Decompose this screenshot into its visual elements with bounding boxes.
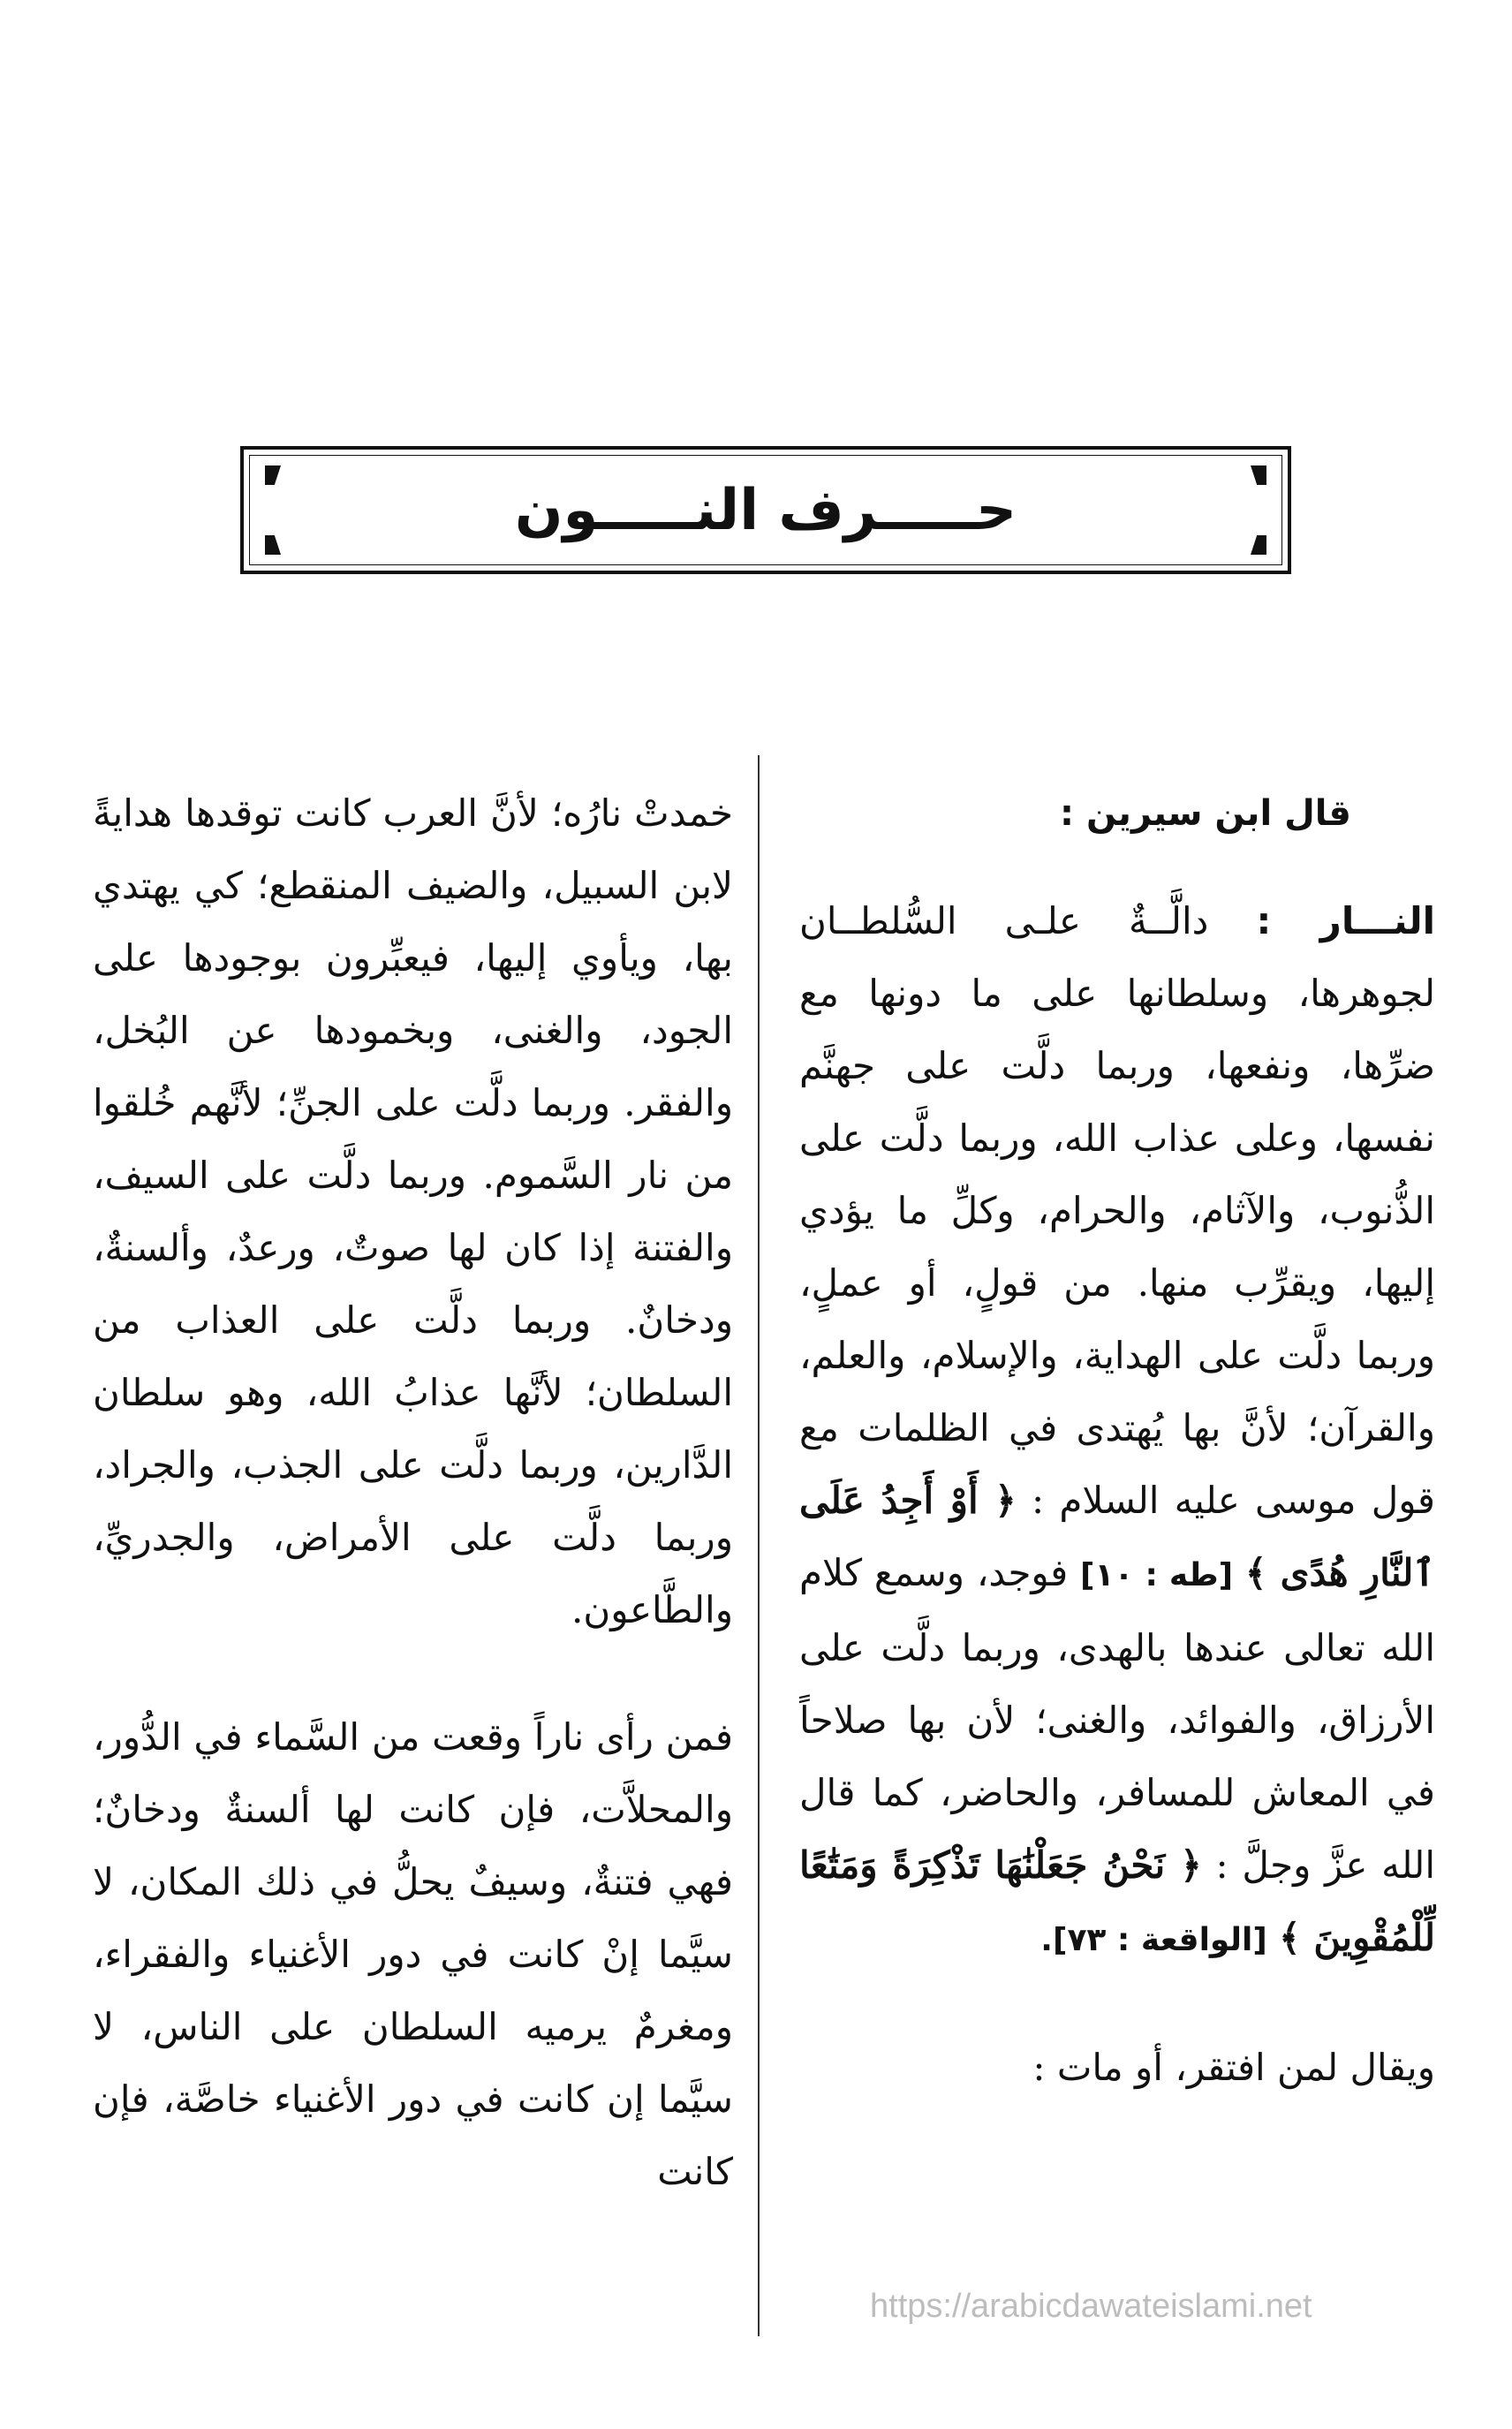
paragraph-text: فمن رأى ناراً وقعت من السَّماء في الدُّور، والمحلاَّت، فإن كانت لها ألسنةٌ ودخانٌ؛ فهي فتنةٌ، وسيفٌ يحلُّ في ذلك المكان، لا سيَّما إنْ كانت في دور الأغنياء والفقراء، ومغرمٌ يرميه السلطان على الناس، لا سيَّما إن كانت في دور الأغنياء خاصَّة، فإن كانت xyxy=(93,1715,733,2193)
chapter-title: حـــــرف النـــــون xyxy=(514,477,1017,543)
quran-verse: ﴿ نَحْنُ جَعَلْنَٰهَا تَذْكِرَةً وَمَتَٰعًا لِّلْمُقْوِينَ ﴾ xyxy=(799,1843,1435,1959)
entry-keyword: النـــار : xyxy=(1256,899,1435,942)
right-column xyxy=(799,777,1435,2104)
left-column xyxy=(93,777,733,2208)
paragraph-text: خمدتْ نارُه؛ لأنَّ العرب كانت توقدها هدايةً لابن السبيل، والضيف المنقطع؛ كي يهتدي بها، ويأوي إليها، فيعبِّرون بوجودها على الجود، والغنى، وبخمودها عن البُخل، والفقر. وربما دلَّت على الجنِّ؛ لأنَّهم خُلقوا من نار السَّموم. وربما دلَّت على السيف، والفتنة إذا كان لها صوتٌ، ورعدٌ، وألسنةٌ، ودخانٌ. وربما دلَّت على العذاب من السلطان؛ لأنَّها عذابُ الله، وهو سلطان الدَّارين، وربما دلَّت على الجذب، والجراد، وربما دلَّت على الأمراض، والجدريِّ، والطَّاعون. xyxy=(93,791,734,1631)
column-divider xyxy=(758,755,760,2336)
verse-reference: [الواقعة : ٧٣]. xyxy=(1040,1922,1267,1958)
paragraph-text: ويقال لمن افتقر، أو مات : xyxy=(1032,2046,1435,2089)
quran-verse: ﴿ أَوْ أَجِدُ عَلَى ٱلنَّارِ هُدًى ﴾ xyxy=(799,1479,1435,1594)
paragraph-text: دالَّــةٌ علـى السُّلطــان لجوهرها، وسلطانها على ما دونها مع ضرِّها، ونفعها، وربما دلَّت على جهنَّم نفسها، وعلى عذاب الله، وربما دلَّت على الذُّنوب، والآثام، والحرام، وكلِّ ما يؤدي إليها، ويقرِّب منها. من قولٍ، أو عملٍ، وربما دلَّت على الهداية، والإسلام، والعلم، والقرآن؛ لأنَّ بها يُهتدى في الظلمات مع قول موسى عليه السلام : xyxy=(799,899,1435,1522)
paragraph-fire xyxy=(799,885,1435,1977)
paragraph-text: فوجد، وسمع كلام الله تعالى عندها بالهدى، وربما دلَّت على الأرزاق، والفوائد، والغنى؛ لأن بها صلاحاً في المعاش للمسافر، والحاضر، كما قال الله عزَّ وجلَّ : xyxy=(799,1551,1435,1887)
verse-reference: [طه : ١٠] xyxy=(1080,1557,1234,1593)
section-heading: قال ابن سيرين : xyxy=(1060,793,1351,834)
chapter-title-frame xyxy=(240,446,1291,574)
watermark: https://arabicdawateislami.net xyxy=(870,2288,1312,2325)
